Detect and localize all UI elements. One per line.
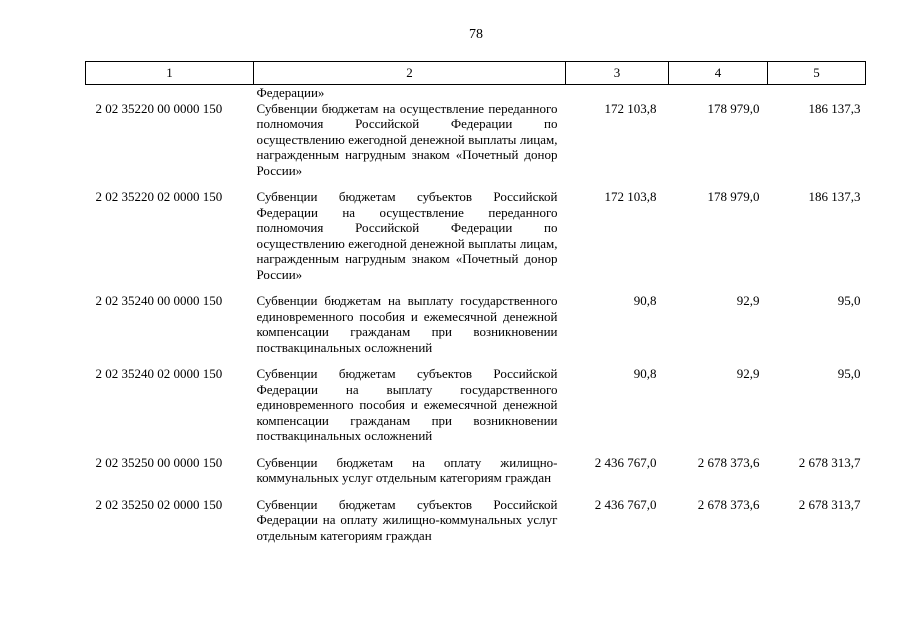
value-col3: 90,8 xyxy=(633,366,657,381)
column-header: 3 xyxy=(566,62,669,85)
value-col4: 178 979,0 xyxy=(707,100,760,116)
table-row xyxy=(86,293,866,366)
value-col4: 92,9 xyxy=(736,293,760,308)
value-col4: 2 678 373,6 xyxy=(697,496,760,512)
value-col5: 186 137,3 xyxy=(808,100,861,116)
row-description: Субвенции бюджетам на выплату государственного единовременного пособия и ежемесячной денежной компенсации гражданам при возникновении поствакцинальных осложнений xyxy=(256,293,558,355)
continuation-text: Федерации» xyxy=(256,85,325,100)
budget-table xyxy=(85,61,866,554)
row-description: Субвенции бюджетам на оплату жилищно-коммунальных услуг отдельным категориям граждан xyxy=(256,454,558,485)
value-col3: 172 103,8 xyxy=(604,189,657,204)
row-description: Субвенции бюджетам субъектов Российской Федерации на осуществление переданного полномочия Российской Федерации по осуществлению ежегодной денежной выплаты лицам, награжденным нагрудным знаком «Почетный донор России» xyxy=(256,189,558,282)
value-col5: 2 678 313,7 xyxy=(798,496,861,512)
table-row xyxy=(86,366,866,455)
value-col4: 2 678 373,6 xyxy=(697,454,760,470)
row-description: Субвенции бюджетам на осуществление переданного полномочия Российской Федерации по осуществлению ежегодной денежной выплаты лицам, награжденным нагрудным знаком «Почетный донор России» xyxy=(256,100,558,178)
value-col3: 172 103,8 xyxy=(604,100,657,116)
budget-code: 2 02 35220 02 0000 150 xyxy=(95,189,223,204)
budget-code: 2 02 35250 02 0000 150 xyxy=(95,496,223,512)
continuation-row xyxy=(86,85,866,101)
value-col5: 2 678 313,7 xyxy=(798,454,861,470)
column-header: 1 xyxy=(86,62,254,85)
table-header xyxy=(86,62,866,85)
row-description: Субвенции бюджетам субъектов Российской Федерации на выплату государственного единовременного пособия и ежемесячной денежной компенсации гражданам при возникновении поствакцинальных осложнений xyxy=(256,366,558,443)
table-row xyxy=(86,455,866,497)
budget-code: 2 02 35250 00 0000 150 xyxy=(95,454,223,470)
value-col3: 2 436 767,0 xyxy=(594,454,657,470)
value-col5: 95,0 xyxy=(837,293,861,308)
budget-code: 2 02 35240 02 0000 150 xyxy=(95,366,223,381)
value-col5: 186 137,3 xyxy=(808,189,861,204)
page-number: 78 xyxy=(469,27,483,42)
budget-code: 2 02 35220 00 0000 150 xyxy=(95,100,223,116)
value-col3: 2 436 767,0 xyxy=(594,496,657,512)
table-row xyxy=(86,189,866,293)
table-body xyxy=(86,85,866,555)
value-col4: 178 979,0 xyxy=(707,189,760,204)
value-col5: 95,0 xyxy=(837,366,861,381)
column-header: 2 xyxy=(254,62,566,85)
value-col3: 90,8 xyxy=(633,293,657,308)
column-header: 5 xyxy=(768,62,866,85)
table-row xyxy=(86,497,866,555)
value-col4: 92,9 xyxy=(736,366,760,381)
row-description: Субвенции бюджетам субъектов Российской Федерации на оплату жилищно-коммунальных услуг отдельным категориям граждан xyxy=(256,496,558,543)
table-row xyxy=(86,101,866,190)
budget-code: 2 02 35240 00 0000 150 xyxy=(95,293,223,308)
column-header: 4 xyxy=(669,62,768,85)
